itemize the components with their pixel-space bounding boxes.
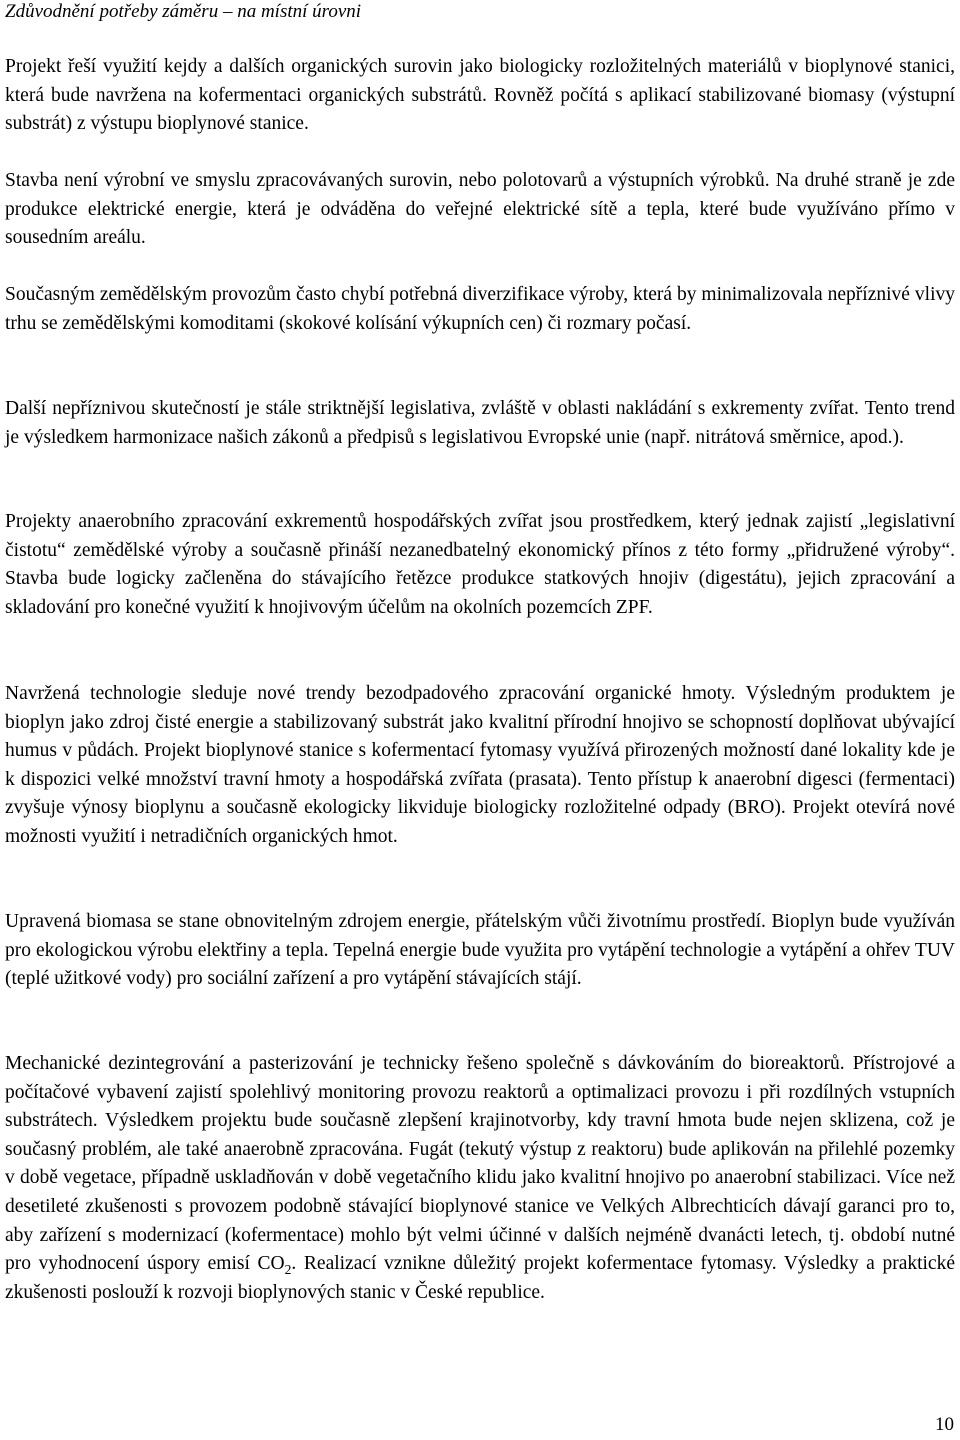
- paragraph-biomass-energy: Upravená biomasa se stane obnovitelným zdrojem energie, přátelským vůči životnímu prostředí. Bioplyn bude využíván pro ekologickou výrobu elektřiny a tepla. Tepelná energie bude využita pro vytápění technologie a vytápění a ohřev TUV (teplé užitkové vody) pro sociální zařízení a pro vytápění stávajících stájí.: [5, 911, 955, 990]
- paragraph-technology: Navržená technologie sleduje nové trendy bezodpadového zpracování organické hmoty. Výsledným produktem je bioplyn jako zdroj čisté energie a stabilizovaný substrát jako kvalitní přírodní hnojivo se schopností doplňovat ubývající humus v půdách. Projekt bioplynové stanice s kofermentací fytomasy využívá přirozených možností dané lokality kde je k dispozici velké množství travní hmoty a hospodářská zvířata (prasata). Tento přístup k anaerobní digesci (fermentaci) zvyšuje výnosy bioplynu a současně ekologicky likviduje biologicky rozložitelné odpady (BRO). Projekt otevírá nové možnosti využití i netradičních organických hmot.: [5, 683, 955, 847]
- paragraph-project-description: Projekt řeší využití kejdy a dalších organických surovin jako biologicky rozložitelných materiálů v bioplynové stanici, která bude navržena na kofermentaci organických substrátů. Rovněž počítá s aplikací stabilizované biomasy (výstupní substrát) z výstupu bioplynové stanice.: [5, 56, 955, 135]
- page-number: 10: [935, 1414, 954, 1435]
- paragraph-production: Stavba není výrobní ve smyslu zpracovávaných surovin, nebo polotovarů a výstupních výrobků. Na druhé straně je zde produkce elektrické energie, která je odváděna do veřejné elektrické sítě a tepla, které bude využíváno přímo v sousedním areálu.: [5, 170, 955, 249]
- paragraph-diversification: Současným zemědělským provozům často chybí potřebná diverzifikace výroby, která by minimalizovala nepříznivé vlivy trhu se zemědělskými komoditami (skokové kolísání výkupních cen) či rozmary počasí.: [5, 284, 955, 334]
- paragraph-mechanical-processing: [5, 1050, 955, 1307]
- paragraph-legislation: Další nepříznivou skutečností je stále striktnější legislativa, zvláště v oblasti nakládání s exkrementy zvířat. Tento trend je výsledkem harmonizace našich zákonů a předpisů s legislativou Evropské unie (např. nitrátová směrnice, apod.).: [5, 398, 955, 448]
- paragraph-text-after-subscript: . Realizací vznikne důležitý projekt kofermentace fytomasy. Výsledky a praktické zkušenosti poslouží k rozvoji bioplynových stanic v České republice.: [5, 1253, 955, 1303]
- paragraph-anaerobic-projects: Projekty anaerobního zpracování exkrementů hospodářských zvířat jsou prostředkem, který jednak zajistí „legislativní čistotu“ zemědělské výroby a současně přináší nezanedbatelný ekonomický přínos z této formy „přidružené výroby“. Stavba bude logicky začleněna do stávajícího řetězce produkce statkových hnojiv (digestátu), jejich zpracování a skladování pro konečné využití k hnojivovým účelům na okolních pozemcích ZPF.: [5, 511, 955, 618]
- co2-subscript: 2: [284, 1262, 292, 1278]
- paragraph-text-before-subscript: Mechanické dezintegrování a pasterizování je technicky řešeno společně s dávkováním do bioreaktorů. Přístrojové a počítačové vybavení zajistí spolehlivý monitoring provozu reaktorů a optimalizaci provozu i při rozdílných vstupních substrátech. Výsledkem projektu bude současně zlepšení krajinotvorby, kdy travní hmota bude nejen sklizena, což je současný problém, ale také anaerobně zpracována. Fugát (tekutý výstup z reaktoru) bude aplikován na přilehlé pozemky v době vegetace, případně uskladňován v době vegetačního klidu jako kvalitní hnojivo po anaerobní stabilizaci. Více než desetileté zkušenosti s provozem podobně stávající bioplynové stanice ve Velkých Albrechticích dávají garanci pro to, aby zařízení s modernizací (kofermentace) mohlo být velmi účinné v dalších nejméně dvanácti letech, tj. období nutné pro vyhodnocení úspory emisí CO: [5, 1053, 955, 1275]
- section-heading: Zdůvodnění potřeby záměru – na místní úrovni: [5, 1, 362, 22]
